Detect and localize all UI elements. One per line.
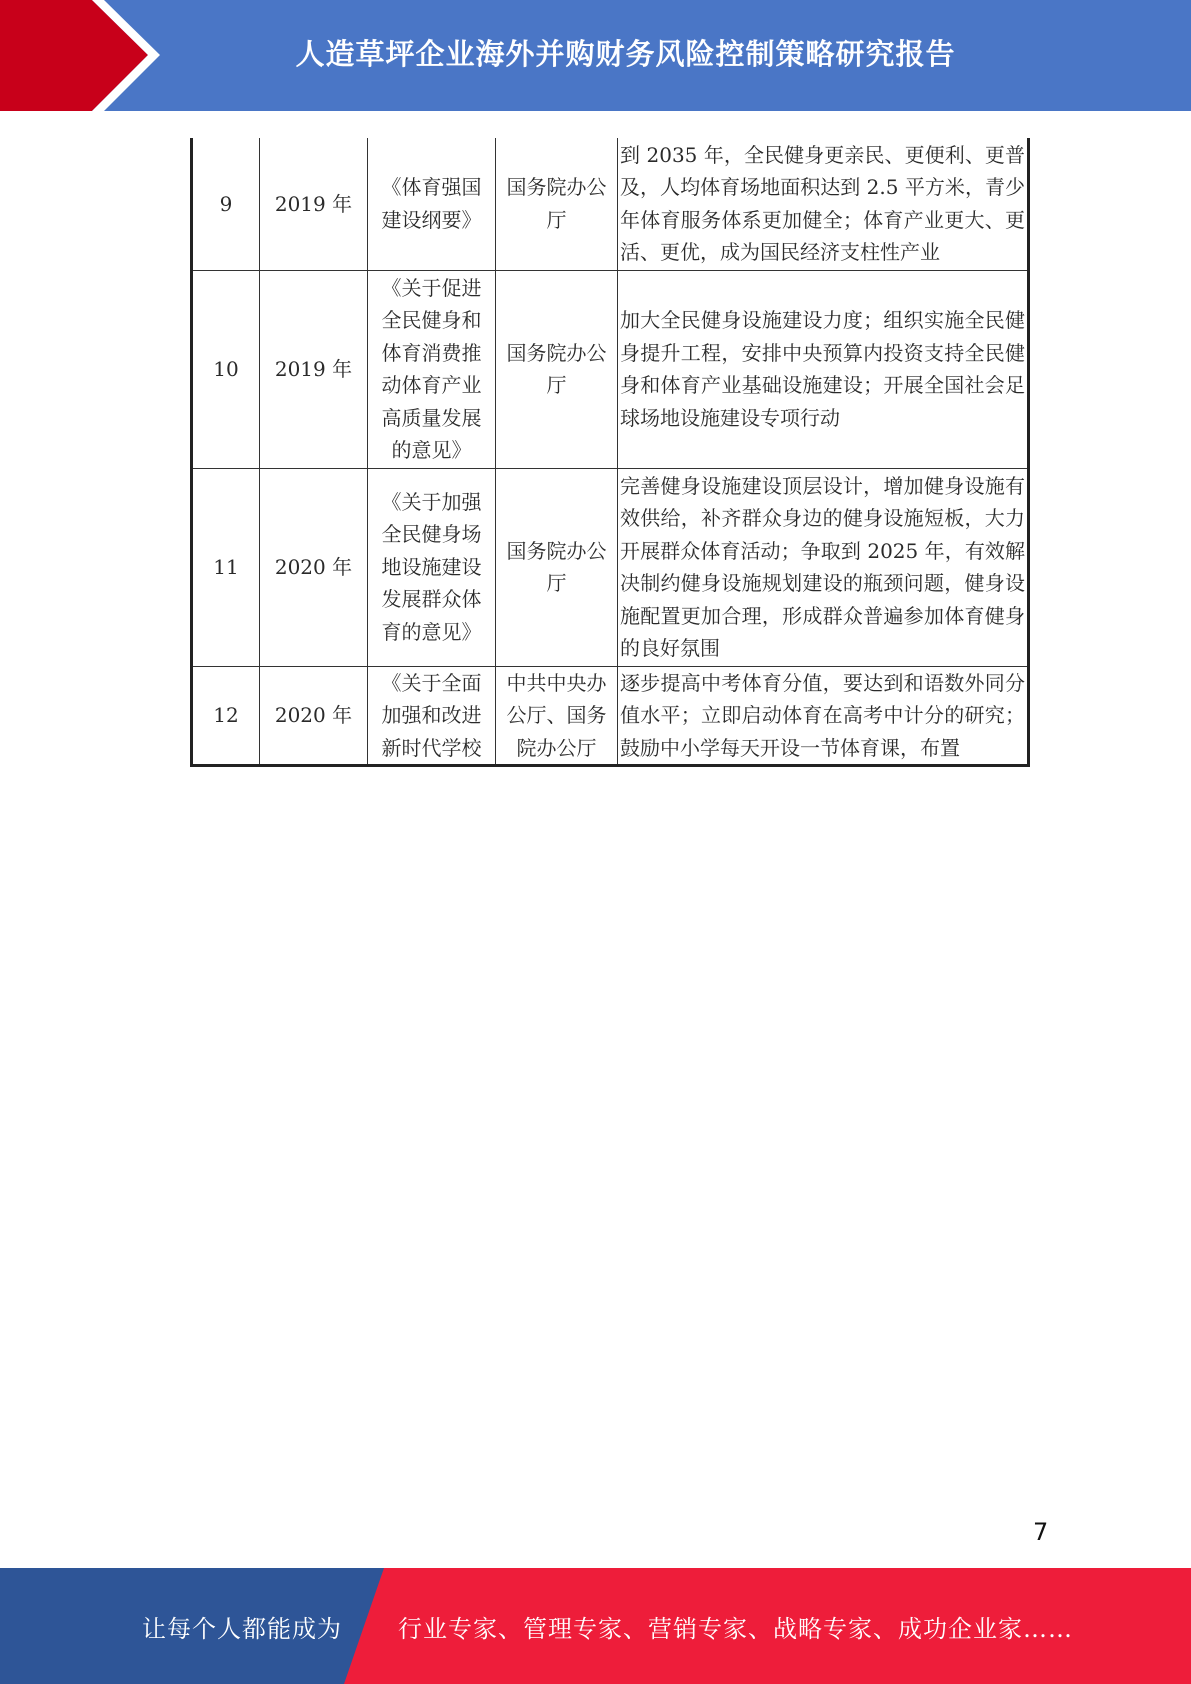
footer-slogan-right: 行业专家、管理专家、营销专家、战略专家、成功企业家……: [398, 1614, 1073, 1643]
row-number: 11: [192, 468, 260, 666]
document-title: 《关于加强全民健身场地设施建设发展群众体育的意见》: [381, 489, 482, 644]
issuer-name: 中共中央办公厅、国务院办公厅: [506, 670, 607, 760]
document-title: 《关于全面加强和改进新时代学校: [381, 670, 482, 760]
row-year: 2019 年: [260, 138, 368, 270]
page-title: 人造草坪企业海外并购财务风险控制策略研究报告: [295, 37, 956, 71]
row-year: 2020 年: [260, 666, 368, 766]
table-row: [192, 138, 1029, 270]
header-arrow-decoration: [0, 0, 240, 111]
row-number: 10: [192, 270, 260, 468]
row-document: [368, 666, 496, 766]
issuer-name: 国务院办公厅: [506, 340, 607, 397]
row-content: 完善健身设施建设顶层设计，增加健身设施有效供给，补齐群众身边的健身设施短板，大力开展群众体育活动；争取到 2025 年，有效解决制约健身设施规划建设的瓶颈问题，健身设施配置更加合理，形成群众普遍参加体育健身的良好氛围: [618, 468, 1029, 666]
issuer-name: 国务院办公厅: [506, 175, 607, 232]
issuer-name: 国务院办公厅: [506, 538, 607, 595]
document-title: 《体育强国建设纲要》: [381, 175, 482, 232]
document-title: 《关于促进全民健身和体育消费推动体育产业高质量发展的意见》: [381, 275, 482, 462]
row-year: 2019 年: [260, 270, 368, 468]
table-row: [192, 270, 1029, 468]
row-content: 到 2035 年，全民健身更亲民、更便利、更普及，人均体育场地面积达到 2.5 平方米，青少年体育服务体系更加健全；体育产业更大、更活、更优，成为国民经济支柱性产业: [618, 138, 1029, 270]
page-number: 7: [1033, 1518, 1049, 1546]
row-document: [368, 138, 496, 270]
table-row: [192, 666, 1029, 766]
row-content: 加大全民健身设施建设力度；组织实施全民健身提升工程，安排中央预算内投资支持全民健身和体育产业基础设施建设；开展全国社会足球场地设施建设专项行动: [618, 270, 1029, 468]
row-document: [368, 270, 496, 468]
page-footer: [0, 1568, 1191, 1684]
row-document: [368, 468, 496, 666]
policy-table: [190, 138, 1030, 767]
row-issuer: [496, 138, 618, 270]
row-content: 逐步提高中考体育分值，要达到和语数外同分值水平；立即启动体育在高考中计分的研究；鼓励中小学每天开设一节体育课，布置: [618, 666, 1029, 766]
row-number: 12: [192, 666, 260, 766]
row-number: 9: [192, 138, 260, 270]
table-row: [192, 468, 1029, 666]
row-issuer: [496, 666, 618, 766]
row-issuer: [496, 270, 618, 468]
row-year: 2020 年: [260, 468, 368, 666]
row-issuer: [496, 468, 618, 666]
footer-slogan-left: 让每个人都能成为: [142, 1614, 342, 1643]
page-header: [0, 0, 1191, 111]
